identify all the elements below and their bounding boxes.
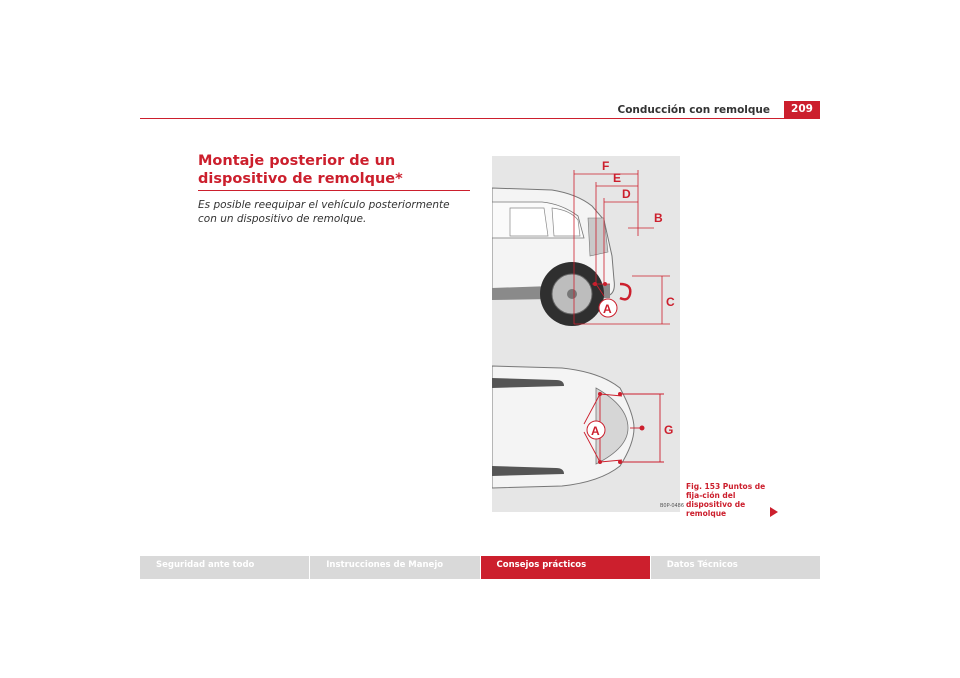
intro-text: Es posible reequipar el vehículo posteriormente con un dispositivo de remolque. [198, 199, 450, 225]
page-number: 209 [784, 101, 820, 118]
dim-label-b: B [654, 211, 663, 225]
figure-illustration [492, 156, 680, 512]
header-divider [140, 118, 820, 119]
dim-label-d: D [622, 187, 631, 201]
figure-towbar-mounting [492, 156, 680, 512]
footer-tab-seguridad[interactable]: Seguridad ante todo [140, 556, 309, 579]
figure-caption: Fig. 153 Puntos de fija-ción del dispositivo de remolque [686, 482, 766, 518]
dim-label-c: C [666, 295, 675, 309]
point-label-a-side: A [603, 302, 612, 316]
figure-code: B0P-0486 [660, 503, 685, 509]
dim-label-e: E [613, 171, 622, 185]
header-title: Conducción con remolque [617, 104, 770, 116]
title-divider [198, 190, 470, 191]
footer-tab-datos[interactable]: Datos Técnicos [651, 556, 820, 579]
footer-tab-consejos[interactable]: Consejos prácticos [481, 556, 650, 579]
footer-tab-instrucciones[interactable]: Instrucciones de Manejo [310, 556, 479, 579]
point-label-a-top: A [591, 424, 600, 438]
dim-label-f: F [602, 159, 610, 173]
section-title: Montaje posterior de un dispositivo de remolque* [198, 153, 403, 187]
footer-nav [140, 556, 820, 579]
next-page-arrow-icon[interactable] [770, 507, 778, 517]
dim-label-g: G [664, 423, 674, 437]
